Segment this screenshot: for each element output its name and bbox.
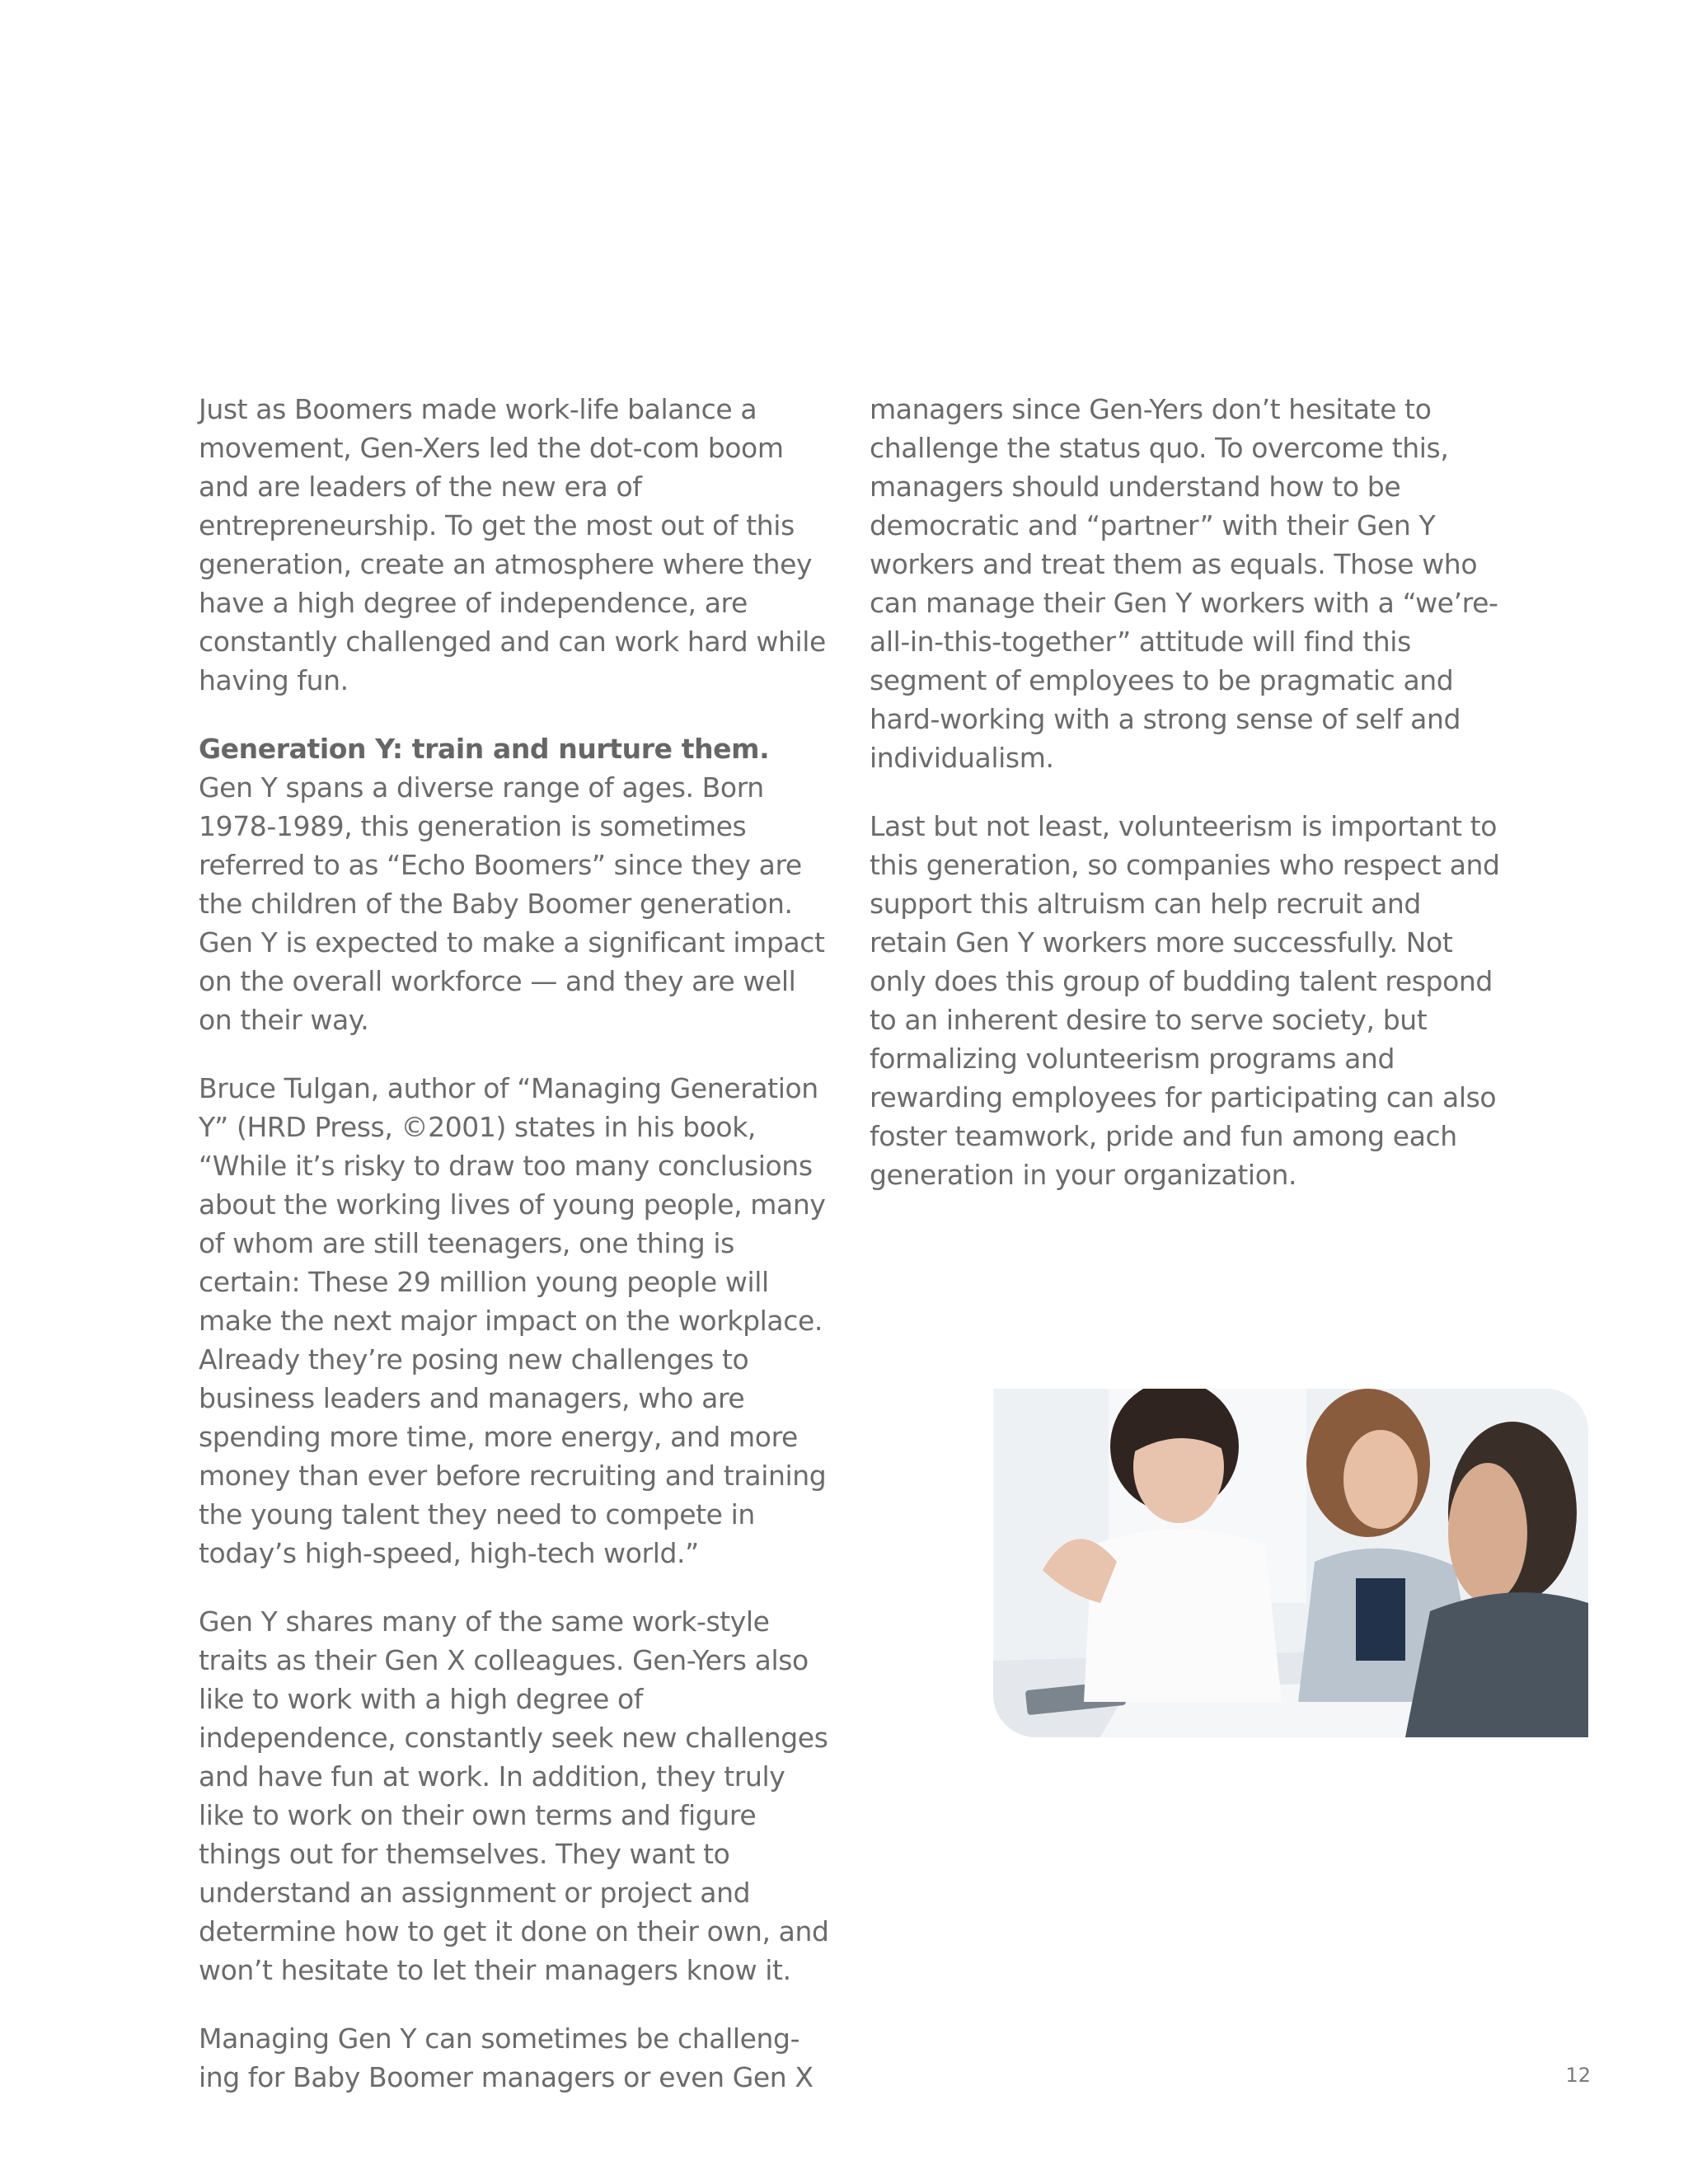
paragraph: Last but not least, volunteerism is important to this generation, so companies who respect and support this altruism can help recruit and retain Gen Y workers more successfully. Not only does this group of budding talent respond to an inherent desire to serve society, but formalizing volunteerism programs and rewarding employees for participating can also foster teamwork, pride and fun among each generation in your organization. xyxy=(870,810,1500,1191)
page-number: 12 xyxy=(1565,2064,1591,2087)
right-column xyxy=(870,390,1504,1224)
paragraph: Bruce Tulgan, author of “Managing Generation Y” (HRD Press, ©2001) states in his book, “While it’s risky to draw too many conclusions about the working lives of young people, many of whom are still teenagers, one thing is certain: These 29 million young people will make the next major impact on the workplace. Already they’re posing new challenges to business leaders and managers, who are spending more time, more energy, and more money than ever before recruiting and training the young talent they need to compete in today’s high-speed, high-tech world.” xyxy=(199,1072,827,1569)
paragraph: managers since Gen-Yers don’t hesitate to challenge the status quo. To overcome this, managers should understand how to be democratic and “partner” with their Gen Y workers and treat them as equals. Those who can manage their Gen Y workers with a “we’re-all-in-this-together” attitude will find this segment of employees to be pragmatic and hard-working with a strong sense of self and individualism. xyxy=(870,393,1498,774)
left-column xyxy=(199,390,830,2126)
office-meeting-photo xyxy=(993,1389,1588,1737)
paragraph: Gen Y shares many of the same work-style traits as their Gen X colleagues. Gen-Yers also like to work with a high degree of independence, constantly seek new challenges and have fun at work. In addition, they truly like to work on their own terms and figure things out for themselves. They want to understand an assignment or project and determine how to get it done on their own, and won’t hesitate to let their managers know it. xyxy=(199,1605,829,1986)
section-heading: Generation Y: train and nurture them. xyxy=(199,733,770,765)
paragraph: Gen Y spans a diverse range of ages. Born 1978-1989, this generation is sometimes referred to as “Echo Boomers” since they are the children of the Baby Boomer generation. Gen Y is expected to make a significant impact on the overall workforce — and they are well on their way. xyxy=(199,771,825,1036)
paragraph: Managing Gen Y can sometimes be challenging for Baby Boomer managers or even Gen X xyxy=(199,2022,814,2093)
paragraph: Just as Boomers made work-life balance a movement, Gen-Xers led the dot-com boom and are leaders of the new era of entrepreneurship. To get the most out of this generation, create an atmosphere where they have a high degree of independence, are constantly challenged and can work hard while having fun. xyxy=(199,393,826,696)
